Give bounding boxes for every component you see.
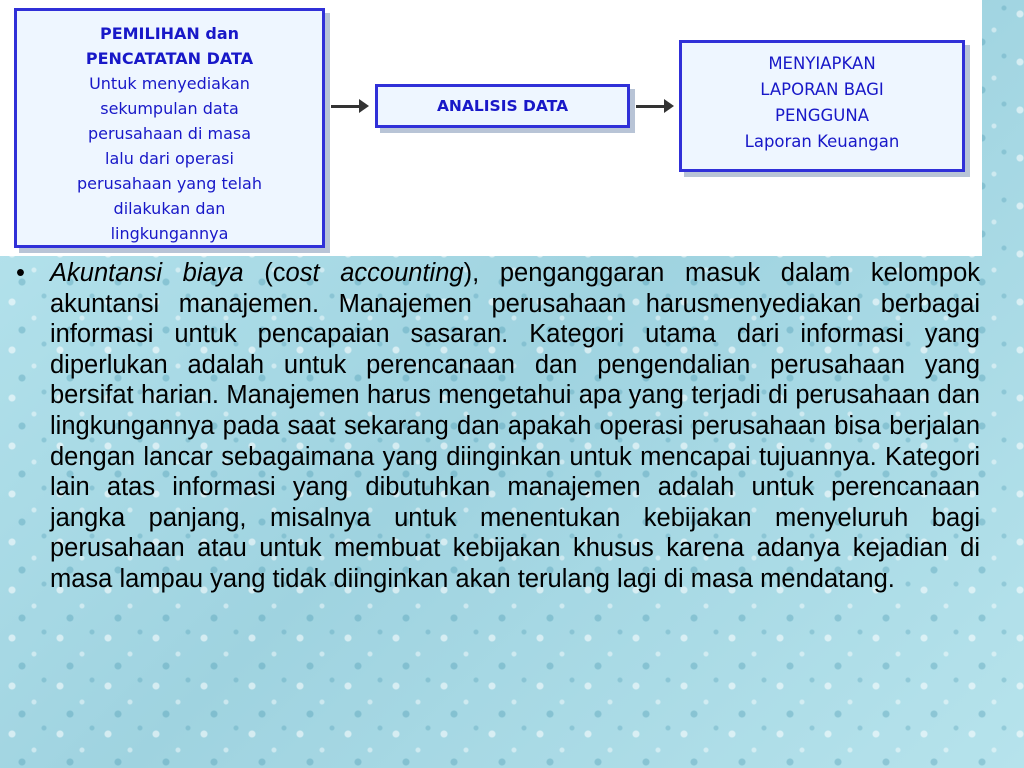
term-italic: Akuntansi biaya bbox=[50, 259, 244, 287]
box-subtitle: Laporan Keuangan bbox=[744, 132, 900, 151]
box-desc-line: lingkungannya bbox=[110, 224, 229, 243]
box-title-line: MENYIAPKAN bbox=[768, 54, 876, 73]
box-desc-line: dilakukan dan bbox=[113, 199, 226, 218]
box-label: ANALISIS DATA bbox=[436, 97, 569, 115]
arrow-right-icon bbox=[636, 105, 666, 108]
bullet-icon: • bbox=[16, 259, 25, 287]
box-desc-line: sekumpulan data bbox=[100, 99, 239, 118]
box-desc-line: perusahaan yang telah bbox=[77, 174, 262, 193]
box-title-line: LAPORAN BAGI bbox=[760, 80, 884, 99]
term-en-italic: ost accounting bbox=[285, 259, 464, 287]
box-desc-line: Untuk menyediakan bbox=[89, 74, 250, 93]
box-desc-line: perusahaan di masa bbox=[87, 124, 252, 143]
box-prepare-report bbox=[679, 40, 965, 172]
box-data-selection bbox=[14, 8, 325, 248]
paragraph-body: , penganggaran masuk dalam kelompok akuntansi manajemen. Manajemen perusahaan harusmenyediakan berbagai informasi untuk pencapaian sasaran. Kategori utama dari informasi yang diperlukan adalah untuk perencanaan dan pengendalian perusahaan yang bersifat harian. Manajemen harus mengetahui apa yang terjadi di perusahaan dan lingkungannya pada saat sekarang dan apakah operasi perusahaan bisa berjalan dengan lancar sebagaimana yang diinginkan untuk mencapai tujuannya. Kategori lain atas informasi yang dibutuhkan manajemen adalah untuk perencanaan jangka panjang, misalnya untuk menentukan kebijakan menyeluruh bagi perusahaan atau untuk membuat kebijakan khusus karena adanya kejadian di masa lampau yang tidak diinginkan akan terulang lagi di masa mendatang. bbox=[50, 259, 981, 593]
box-title-line: PEMILIHAN dan bbox=[99, 24, 240, 43]
box-title-line: PENCATATAN DATA bbox=[85, 49, 254, 68]
box-data-analysis bbox=[375, 84, 630, 128]
arrow-right-icon bbox=[331, 105, 361, 108]
flow-diagram bbox=[0, 0, 982, 256]
bullet-paragraph bbox=[16, 258, 980, 595]
close-paren: ) bbox=[463, 259, 473, 287]
box-desc-line: lalu dari operasi bbox=[105, 149, 234, 168]
open-paren: (c bbox=[243, 259, 286, 287]
box-title-line: PENGGUNA bbox=[775, 106, 869, 125]
paragraph-text bbox=[50, 258, 980, 595]
